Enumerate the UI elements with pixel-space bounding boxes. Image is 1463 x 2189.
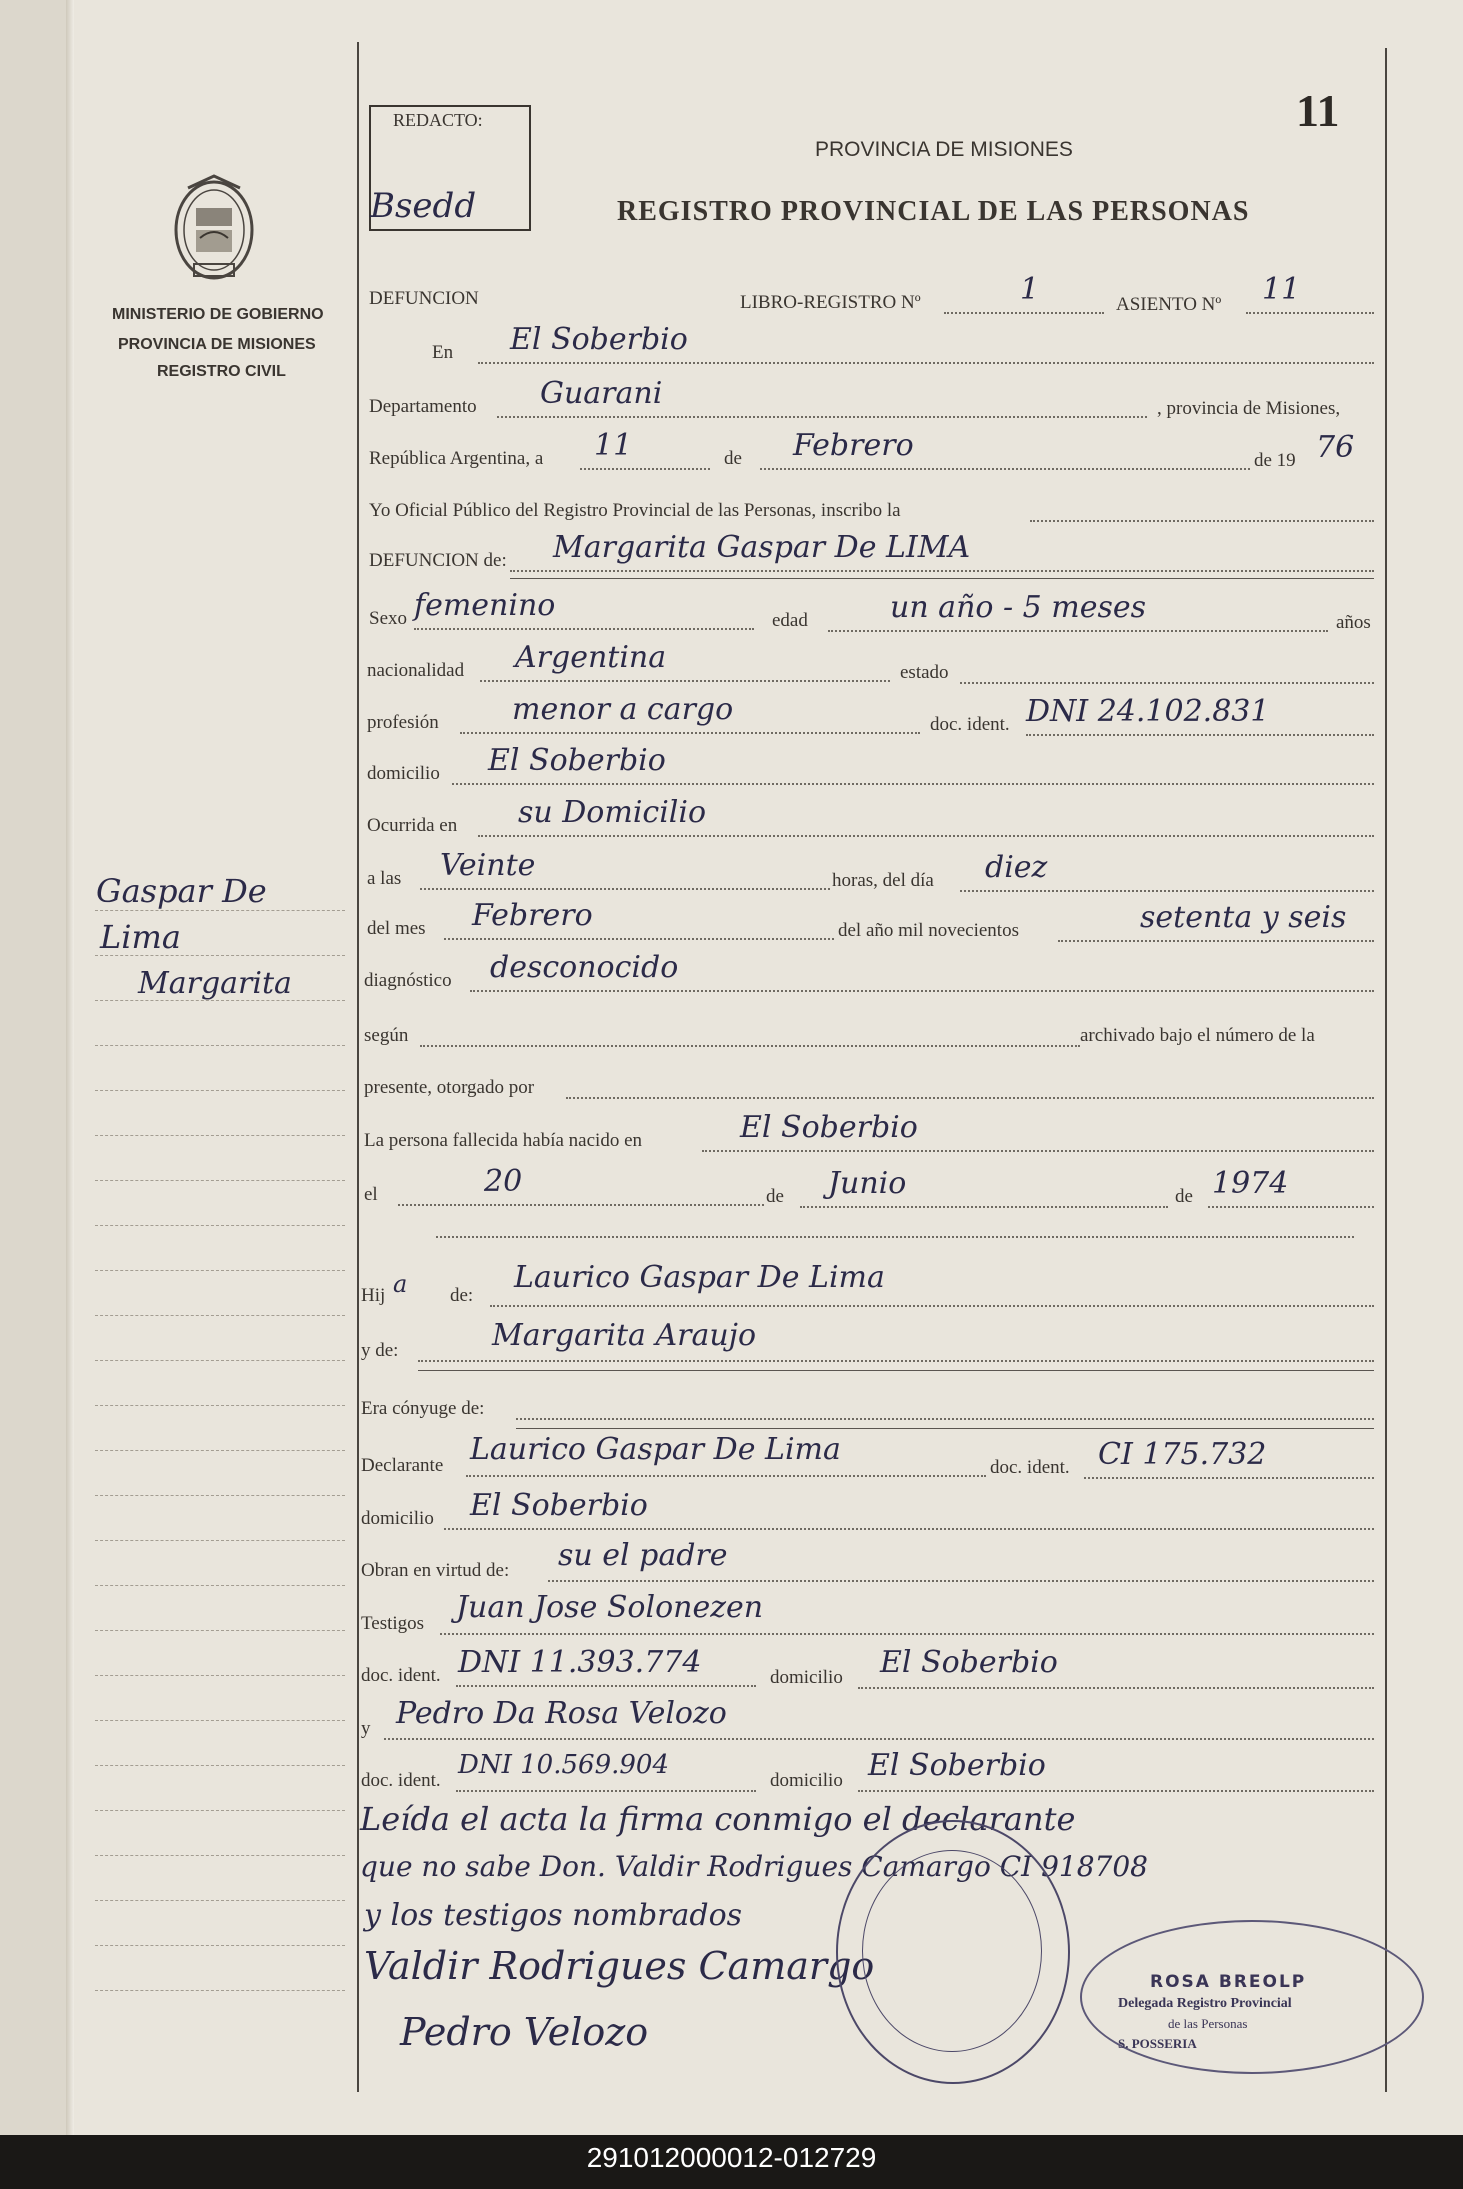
sexo-label: Sexo xyxy=(369,608,407,629)
provincia-label: , provincia de Misiones, xyxy=(1157,398,1341,419)
provincial-coat-of-arms-icon xyxy=(168,168,260,286)
profesion-value: menor a cargo xyxy=(512,692,734,727)
stamp-line4: S. POSSERIA xyxy=(1118,2036,1197,2051)
declarante-label: Declarante xyxy=(361,1455,444,1476)
nacido-value: El Soberbio xyxy=(740,1110,918,1145)
ocurrida-value: su Domicilio xyxy=(518,795,707,830)
ocurrida-label: Ocurrida en xyxy=(367,815,458,836)
stamp-line2: Delegada Registro Provincial xyxy=(1118,1996,1292,2011)
ministry-line1: MINISTERIO DE GOBIERNO xyxy=(112,306,324,323)
en-label: En xyxy=(432,342,454,363)
testigo1-domicilio-label: domicilio xyxy=(770,1667,843,1688)
official-seal-inner-icon xyxy=(862,1850,1042,2052)
alas-value: Veinte xyxy=(440,848,536,883)
testigo2-value: Pedro Da Rosa Velozo xyxy=(396,1696,727,1731)
nac-mes-value: Junio xyxy=(828,1166,907,1201)
delanio-value: setenta y seis xyxy=(1140,900,1347,935)
alas-label: a las xyxy=(367,868,402,889)
archivado-label: archivado bajo el número de la xyxy=(1080,1025,1315,1046)
testigo1-value: Juan Jose Solonezen xyxy=(456,1590,764,1625)
diagnostico-value: desconocido xyxy=(490,950,679,985)
nacido-label: La persona fallecida había nacido en xyxy=(364,1130,642,1151)
testigo2-domicilio-value: El Soberbio xyxy=(868,1748,1046,1783)
nacionalidad-value: Argentina xyxy=(515,640,667,675)
redacto-value: Bsedd xyxy=(370,186,477,226)
margin-note-line1: Gaspar De xyxy=(96,872,267,910)
declarante-domicilio-value: El Soberbio xyxy=(470,1488,648,1523)
margin-note-line2: Lima xyxy=(100,918,181,956)
left-page-edge xyxy=(0,0,72,2135)
estado-label: estado xyxy=(900,662,949,683)
header-title: REGISTRO PROVINCIAL DE LAS PERSONAS xyxy=(617,196,1250,227)
de19-label: de 19 xyxy=(1254,450,1296,471)
libro-label: LIBRO-REGISTRO Nº xyxy=(740,292,921,313)
horas-value: diez xyxy=(985,850,1048,885)
closing-line1: Leída el acta la firma conmigo el declarante xyxy=(360,1800,1076,1838)
asiento-value: 11 xyxy=(1262,272,1301,307)
declarante-domicilio-label: domicilio xyxy=(361,1508,434,1529)
declarante-value: Laurico Gaspar De Lima xyxy=(470,1432,841,1467)
delmes-value: Febrero xyxy=(472,898,593,933)
closing-line2: que no sabe Don. Valdir Rodrigues Camargo CI 918708 xyxy=(360,1850,1148,1883)
nac-dia-value: 20 xyxy=(484,1164,523,1199)
de-label: de xyxy=(724,448,742,469)
domicilio-label: domicilio xyxy=(367,763,440,784)
profesion-label: profesión xyxy=(367,712,439,733)
nacionalidad-label: nacionalidad xyxy=(367,660,465,681)
hij-de-label: de: xyxy=(450,1285,474,1306)
nac-de2-label: de xyxy=(1175,1186,1193,1207)
ministry-line3: REGISTRO CIVIL xyxy=(157,363,286,380)
doc-ident-value: DNI 24.102.831 xyxy=(1026,694,1270,729)
margin-note-line3: Margarita xyxy=(138,966,292,1001)
stamp-name: ROSA BREOLP xyxy=(1150,1972,1307,1992)
departamento-value: Guarani xyxy=(540,376,663,411)
yde-label: y de: xyxy=(361,1340,399,1361)
obran-label: Obran en virtud de: xyxy=(361,1560,510,1581)
edad-value: un año - 5 meses xyxy=(890,590,1147,625)
departamento-label: Departamento xyxy=(369,396,477,417)
edad-label: edad xyxy=(772,610,808,631)
diagnostico-label: diagnóstico xyxy=(364,970,452,991)
header-province: PROVINCIA DE MISIONES xyxy=(815,138,1073,161)
yo-oficial-text: Yo Oficial Público del Registro Provincial de las Personas, inscribo la xyxy=(369,500,901,521)
testigo1-domicilio-value: El Soberbio xyxy=(880,1645,1058,1680)
hij-label: Hij xyxy=(361,1285,386,1306)
el-label: el xyxy=(364,1184,378,1205)
mes-value: Febrero xyxy=(793,428,914,463)
conyuge-label: Era cónyuge de: xyxy=(361,1398,485,1419)
closing-line3: y los testigos nombrados xyxy=(364,1898,743,1933)
testigo2-doc-value: DNI 10.569.904 xyxy=(458,1750,669,1780)
obran-value: su el padre xyxy=(558,1538,728,1573)
signature-testigo: Pedro Velozo xyxy=(400,2010,649,2054)
sexo-value: femenino xyxy=(414,588,556,623)
defuncion-label: DEFUNCION xyxy=(369,288,479,309)
nac-de-label: de xyxy=(766,1186,784,1207)
padre-value: Laurico Gaspar De Lima xyxy=(514,1260,885,1295)
delanio-label: del año mil novecientos xyxy=(838,920,1019,941)
en-value: El Soberbio xyxy=(510,322,688,357)
presente-label: presente, otorgado por xyxy=(364,1077,535,1098)
delmes-label: del mes xyxy=(367,918,426,939)
declarante-doc-value: CI 175.732 xyxy=(1098,1437,1267,1472)
domicilio-value: El Soberbio xyxy=(488,743,666,778)
dia-value: 11 xyxy=(594,428,633,463)
anos-label: años xyxy=(1336,612,1371,633)
stamp-line3: de las Personas xyxy=(1168,2016,1248,2031)
redacto-label: REDACTO: xyxy=(393,110,483,130)
hij-suffix: a xyxy=(393,1270,408,1298)
anio-value: 76 xyxy=(1316,430,1355,465)
signature-declarante: Valdir Rodrigues Camargo xyxy=(364,1944,875,1988)
doc-ident-label: doc. ident. xyxy=(930,714,1010,735)
defuncion-de-label: DEFUNCION de: xyxy=(369,550,507,571)
testigo2-doc-label: doc. ident. xyxy=(361,1770,441,1791)
testigos-label: Testigos xyxy=(361,1613,425,1634)
madre-value: Margarita Araujo xyxy=(492,1318,757,1353)
testigo1-doc-label: doc. ident. xyxy=(361,1665,441,1686)
declarante-doc-label: doc. ident. xyxy=(990,1457,1070,1478)
segun-label: según xyxy=(364,1025,409,1046)
ministry-line2: PROVINCIA DE MISIONES xyxy=(118,336,316,353)
footer-code: 291012000012-012729 xyxy=(586,2142,877,2173)
book-spine xyxy=(66,0,74,2135)
nac-anio-value: 1974 xyxy=(1212,1166,1289,1201)
testigo2-domicilio-label: domicilio xyxy=(770,1770,843,1791)
republica-label: República Argentina, a xyxy=(369,448,544,469)
horas-label: horas, del día xyxy=(832,870,934,891)
y-label: y xyxy=(361,1718,371,1739)
libro-value: 1 xyxy=(1020,272,1040,307)
page-number: 11 xyxy=(1296,85,1340,136)
testigo1-doc-value: DNI 11.393.774 xyxy=(458,1645,702,1680)
asiento-label: ASIENTO Nº xyxy=(1116,294,1222,315)
defuncion-de-value: Margarita Gaspar De LIMA xyxy=(553,530,971,565)
